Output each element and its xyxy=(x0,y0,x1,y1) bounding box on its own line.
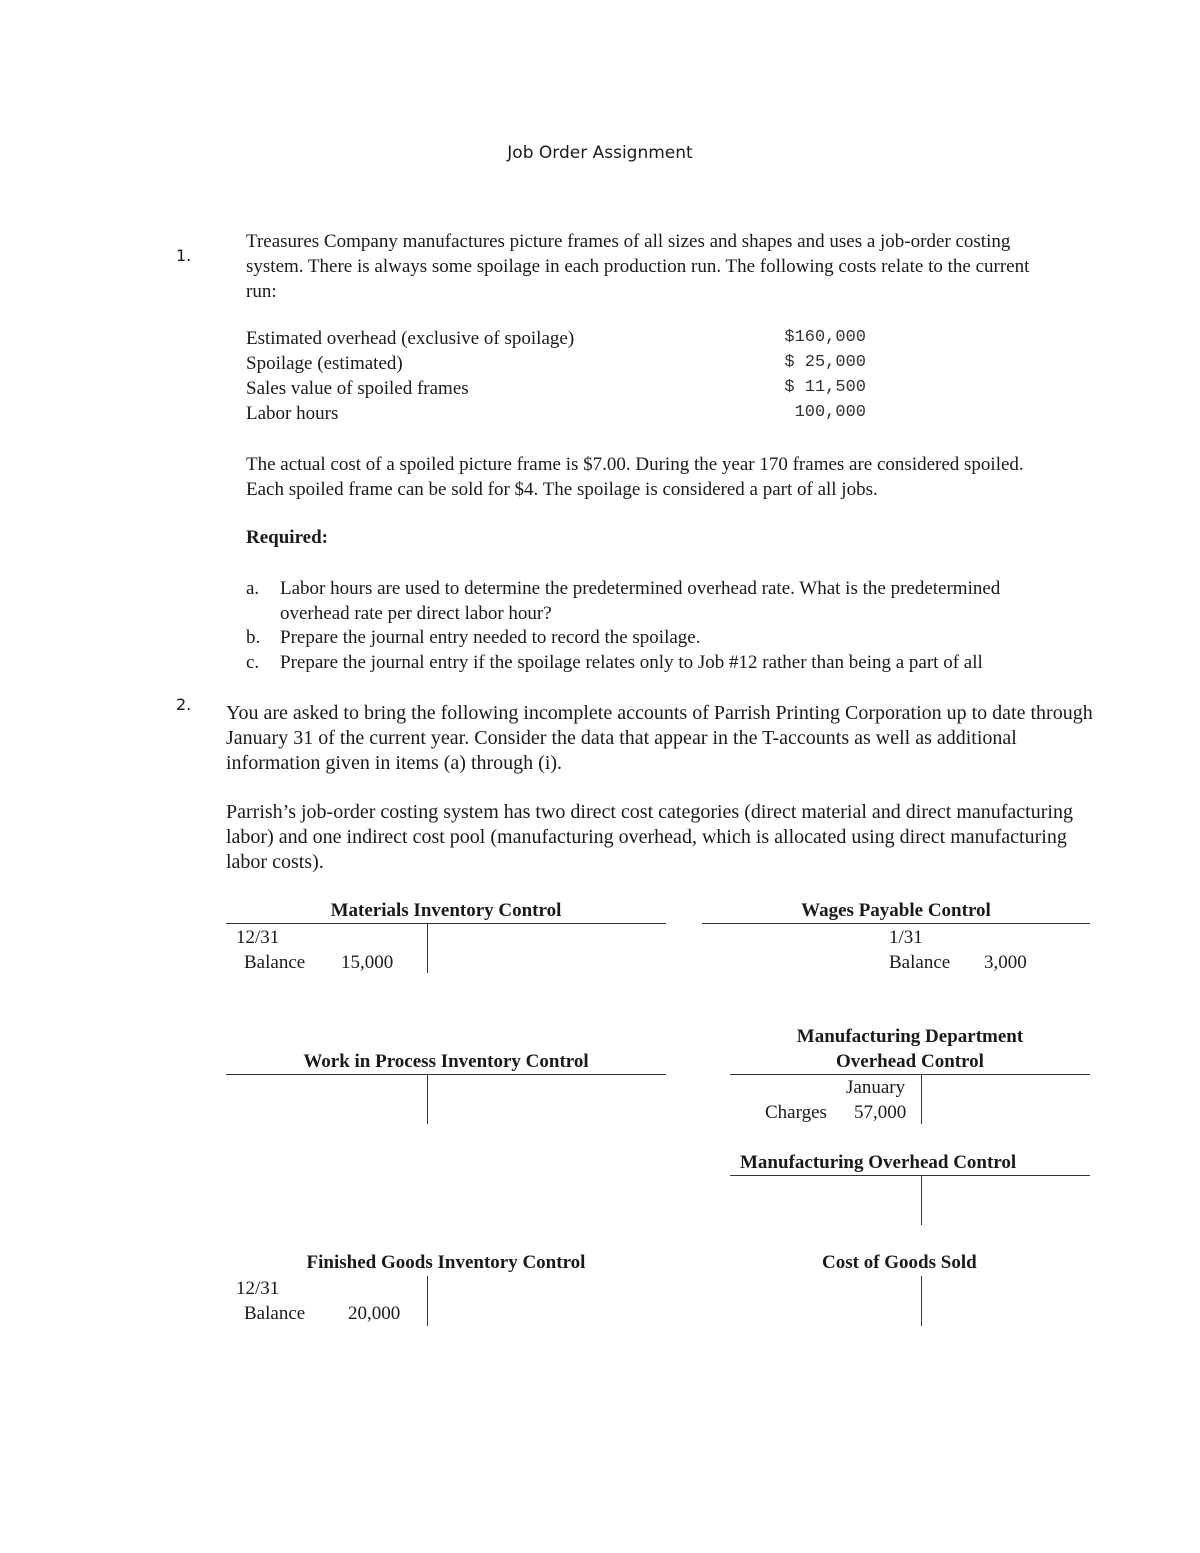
t-account-balance-label: Balance xyxy=(244,1303,306,1324)
required-heading: Required: xyxy=(246,527,328,548)
t-account-mfg-overhead-title: Manufacturing Overhead Control xyxy=(730,1150,1090,1176)
t-account-balance-amount: 20,000 xyxy=(348,1303,401,1324)
cost-label: Spoilage (estimated) xyxy=(246,353,403,374)
t-account-date: 12/31 xyxy=(236,1278,280,1299)
t-account-date: 12/31 xyxy=(236,927,280,948)
t-account-divider xyxy=(921,1074,922,1124)
t-account-mfg-dept-title-line1: Manufacturing Department xyxy=(796,1026,1024,1047)
t-account-charges-amount: 57,000 xyxy=(854,1102,907,1123)
cost-value: $ 25,000 xyxy=(784,353,866,372)
cost-row xyxy=(246,403,866,428)
t-account-finished-title: Finished Goods Inventory Control xyxy=(306,1252,586,1273)
cost-row xyxy=(246,378,866,403)
item-text: Labor hours are used to determine the predetermined overhead rate. What is the predetermined overhead rate per direct labor hour? xyxy=(280,578,1001,624)
t-account-wages-title: Wages Payable Control xyxy=(702,898,1090,924)
t-account-date: January xyxy=(846,1077,906,1098)
item-letter: b. xyxy=(246,627,261,648)
t-account-balance-label: Balance xyxy=(889,952,951,973)
required-item-b xyxy=(246,625,1026,650)
t-account-divider xyxy=(921,1175,922,1225)
t-account-mfg-dept-title-line2: Overhead Control xyxy=(730,1049,1090,1075)
item-text: Prepare the journal entry needed to record the spoilage. xyxy=(280,627,701,648)
t-account-balance-amount: 3,000 xyxy=(984,952,1027,973)
item-letter: a. xyxy=(246,578,260,599)
t-account-date: 1/31 xyxy=(889,927,923,948)
item-letter: c. xyxy=(246,652,260,673)
question-1-intro: Treasures Company manufactures picture frames of all sizes and shapes and uses a job-order costing system. There is always some spoilage in each production run. The following costs relate to the current run: xyxy=(246,231,1030,302)
item-text: Prepare the journal entry if the spoilage relates only to Job #12 rather than being a part of all xyxy=(280,652,983,673)
cost-value: $ 11,500 xyxy=(784,378,866,397)
required-item-c xyxy=(246,650,1026,675)
t-account-divider xyxy=(921,1276,922,1326)
actual-cost-paragraph: The actual cost of a spoiled picture frame is $7.00. During the year 170 frames are considered spoiled. Each spoiled frame can be sold for $4. The spoilage is considered a part of all jobs. xyxy=(246,454,1024,500)
cost-value: 100,000 xyxy=(794,403,866,422)
t-account-balance-amount: 15,000 xyxy=(341,952,394,973)
question-1-number: 1. xyxy=(176,246,192,265)
t-account-materials-title: Materials Inventory Control xyxy=(226,898,666,924)
t-account-divider xyxy=(427,1276,428,1326)
t-account-balance-label: Balance xyxy=(244,952,306,973)
t-account-wip-title: Work in Process Inventory Control xyxy=(226,1049,666,1075)
question-2-number: 2. xyxy=(176,695,192,714)
cost-label: Labor hours xyxy=(246,403,339,424)
required-item-a xyxy=(246,576,1026,626)
cost-row xyxy=(246,353,866,378)
page-title: Job Order Assignment xyxy=(507,143,693,163)
cost-label: Estimated overhead (exclusive of spoilage) xyxy=(246,328,575,349)
cost-label: Sales value of spoiled frames xyxy=(246,378,469,399)
t-account-charges-label: Charges xyxy=(765,1102,827,1123)
t-account-cogs-title: Cost of Goods Sold xyxy=(822,1252,977,1273)
cost-row xyxy=(246,328,866,353)
question-2-system: Parrish’s job-order costing system has two direct cost categories (direct material and direct manufacturing labor) and one indirect cost pool (manufacturing overhead, which is allocated using direct manufacturing labor costs). xyxy=(226,801,1073,873)
t-account-divider xyxy=(427,1074,428,1124)
t-account-divider xyxy=(427,923,428,973)
question-2-intro: You are asked to bring the following incomplete accounts of Parrish Printing Corporation up to date through January 31 of the current year. Consider the data that appear in the T-accounts as well as additional information given in items (a) through (i). xyxy=(226,702,1093,774)
cost-value: $160,000 xyxy=(784,328,866,347)
